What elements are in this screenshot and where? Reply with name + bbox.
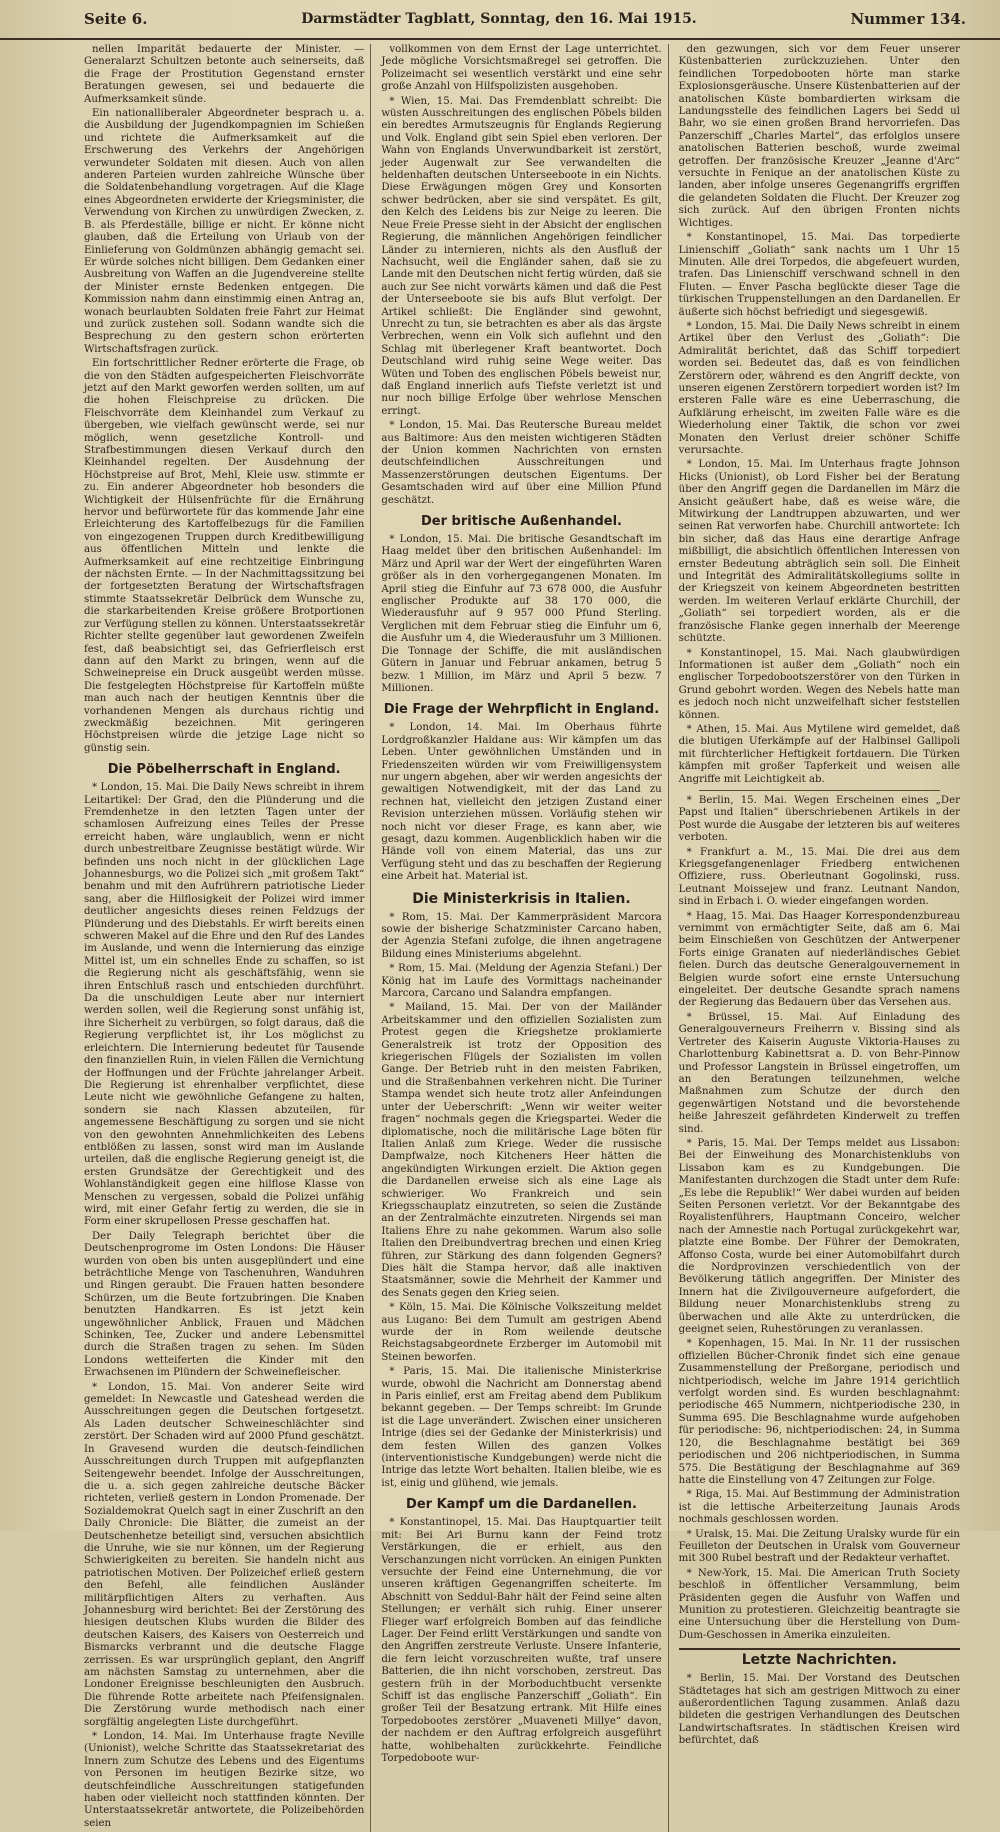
article-paragraph: * London, 14. Mai. Im Oberhaus führte Lordgroßkanzler Haldane aus: Wir kämpfen um das Leben. Unter gewöhnlichen Umständen und in Friedenszeiten würden wir vom Freiwilligensystem nur ungern abgehen, aber wir werden angesichts der gewaltigen Notwendigkeit, mit der das Land zu rechnen hat, vielleicht den jetzigen Zustand einer Revision unterziehen müssen. Vorläufig stehen wir noch nicht vor dieser Frage, es kann aber, wie gesagt, dazu kommen. Augenblicklich haben wir die Hände voll von einem Material, das uns zur Verfügung steht und das zu beschaffen der Regierung eine Arbeit hat. Material ist. (381, 722, 662, 883)
masthead (0, 0, 1000, 40)
article-paragraph: * London, 15. Mai. Von anderer Seite wird gemeldet: In Newcastle und Gateshead werden die Ausschreitungen gegen die Deutschen fortgesetzt. Als Laden deutscher Schweineschlächter sind zerstört. Der Schaden wird auf 2000 Pfund geschätzt. In Gravesend wurden die deutsch-feindlichen Ausschreitungen durch Truppen mit aufgepflanzten Seitengewehr beendet. Infolge der Ausschreitungen, die u. a. sich gegen zahlreiche deutsche Bäcker richteten, verließ gestern in London Promenade. Der Sozialdemokrat Quelch sagt in einer Zuschrift an den Daily Chronicle: Die Blätter, die zumeist an der Deutschenhetze beteiligt sind, versuchen absichtlich die Unruhe, wie sie nur können, um der Regierung Schwierigkeiten zu bereiten. Sie handeln nicht aus patriotischen Motiven. Der Polizeichef erließ gestern den Befehl, alle feindlichen Ausländer militärpflichtigen Alters zu verhaften. Aus Johannesburg wird berichtet: Bei der Zerstörung des hiesigen deutschen Klubs wurden die Bilder des deutschen Kaisers, des Kaisers von Oesterreich und Bismarcks verbrannt und die deutsche Flagge zerrissen. Es war ursprünglich geplant, den Angriff am nächsten Samstag zu unternehmen, aber die Londoner Ereignisse beschleunigten den Ausbruch. Die führende Rotte arbeitete nach Pfeifensignalen. Die Zerstörung wurde methodisch nach einer sorgfältig angelegten Liste durchgeführt. (84, 1381, 365, 1728)
article-paragraph: * Berlin, 15. Mai. Der Vorstand des Deutschen Städtetages hat sich am gestrigen Mittwoch zu einer außerordentlichen Tagung zusammen. Anlaß dazu bildeten die gestrigen Verhandlungen des Deutschen Landwirtschaftsrates. In städtischen Kreisen wird befürchtet, daß (678, 1673, 960, 1747)
article-paragraph: * Rom, 15. Mai. Der Kammerpräsident Marcora sowie der bisherige Schatzminister Carcano haben, der Agenzia Stefani zufolge, die ihnen angetragene Bildung eines Ministeriums abgelehnt. (381, 911, 662, 960)
article-paragraph: * Uralsk, 15. Mai. Die Zeitung Uralsky wurde für ein Feuilleton der Deutschen in Uralsk vom Gouverneur mit 300 Rubel bestraft und der Redakteur verhaftet. (678, 1528, 960, 1565)
issue-number: Nummer 134. (850, 10, 966, 28)
article-paragraph: * London, 14. Mai. Im Unterhause fragte Neville (Unionist), welche Schritte das Staatssekretariat des Innern zum Schutze des Lebens und des Eigentums von Personen im heutigen Bezirke sitze, wo deutschfeindliche Ausschreitungen statigefunden haben oder vielleicht noch stattfinden könnten. Der Unterstaatssekretär antwortete, die Polizeibehörden seien (84, 1731, 365, 1829)
article-paragraph: den gezwungen, sich vor dem Feuer unserer Küstenbatterien zurückzuziehen. Unter den feindlichen Torpedobooten hörte man starke Explosionsgeräusche. Unsere Küstenbatterien auf der anatolischen Küste bombardierten wirksam die Landungsstelle des feindlichen Lagers bei Sedd ul Bahr, wo sie einen großen Brand hervorriefen. Das Panzerschiff „Charles Martel“, das erfolglos unsere anatolischen Batterien beschoß, wurde zweimal getroffen. Der französische Kreuzer „Jeanne d'Arc“ versuchte in Fenique an der anatolischen Küste zu landen, aber infolge unseres Gegenangriffs ergriffen die gelandeten Soldaten die Flucht. Der Kreuzer zog sich zurück. Auf den übrigen Fronten nichts Wichtiges. (678, 44, 960, 229)
article-paragraph: * Riga, 15. Mai. Auf Bestimmung der Administration ist die lettische Arbeiterzeitung Jaunais Arods nochmals geschlossen worden. (678, 1489, 960, 1526)
section-heading: Der Kampf um die Dardanellen. (406, 1497, 637, 1513)
article-paragraph: * Berlin, 15. Mai. Wegen Erscheinen eines „Der Papst und Italien“ überschriebenen Artikels in der Post wurde die Ausgabe der letzteren bis auf weiteres verboten. (678, 794, 960, 844)
section-heading: Der britische Außenhandel. (421, 514, 622, 530)
article-paragraph: * London, 15. Mai. Das Reutersche Bureau meldet aus Baltimore: Aus den meisten wichtigeren Städten der Union kommen Nachrichten von ernsten deutschfeindlichen Ausschreitungen und Massenzerstörungen deutschen Eigentums. Der Gesamtschaden wird auf über eine Million Pfund geschätzt. (381, 420, 662, 506)
article-paragraph: * Brüssel, 15. Mai. Auf Einladung des Generalgouverneurs Freiherrn v. Bissing sind als Vertreter des Kaiserin Auguste Viktoria-Hauses zu Charlottenburg Kabinettsrat a. D. von Behr-Pinnow und Professor Langstein in Brüssel eingetroffen, um an den Beratungen teilzunehmen, welche Maßnahmen zum Schutze der durch den gegenwärtigen Notstand und die bevorstehende heiße Jahreszeit gefährdeten Kinderwelt zu treffen sind. (678, 1011, 960, 1135)
section-heading: Die Pöbelherrschaft in England. (107, 762, 341, 778)
article-paragraph: * Paris, 15. Mai. Die italienische Ministerkrise wurde, obwohl die Nachricht am Donnerstag abend in Paris einlief, erst am Freitag abend dem Publikum bekannt gegeben. — Der Temps schreibt: Im Grunde ist die Lage unverändert. Zwischen einer unsicheren Intrige (dies sei der Gedanke der Ministerkrisis) und dem festen Willen des ganzen Volkes (interventionistische Kundgebungen) werde nicht die Intrige das letzte Wort behalten. Italien bleibe, wie es ist, einig und glühend, wie jemals. (381, 1366, 662, 1489)
article-paragraph: * Konstantinopel, 15. Mai. Das torpedierte Linienschiff „Goliath“ sank nachts um 1 Uhr 15 Minuten. Alle drei Torpedos, die abgefeuert wurden, trafen. Das Linienschiff verschwand schnell in den Fluten. — Enver Pascha beglückte dieser Tage die türkischen Truppenstellungen an den Dardanellen. Er äußerte sich höchst befriedigt und siegesgewiß. (678, 232, 960, 318)
column-1 (84, 44, 371, 1832)
page-number: Seite 6. (84, 10, 148, 28)
article-paragraph: * London, 15. Mai. Die britische Gesandtschaft im Haag meldet über den britischen Außenhandel: Im März und April war der Wert der eingeführten Waren größer als in den vorhergegangenen Monaten. Im April stieg die Einfuhr auf 73 678 000, die Ausfuhr englischer Produkte auf 38 170 000, die Wiederausfuhr auf 9 957 000 Pfund Sterling. Verglichen mit dem Februar stieg die Einfuhr um 6, die Ausfuhr um 4, die Wiederausfuhr um 3 Millionen. Die Tonnage der Schiffe, die mit ausländischen Gütern in Januar und Februar ankamen, betrug 5 bezw. 1 Million, im März und April 5 bezw. 7 Millionen. (381, 534, 662, 694)
article-columns (84, 44, 966, 1829)
newspaper-title: Darmstädter Tagblatt, Sonntag, den 16. Mai 1915. (301, 11, 697, 27)
article-paragraph: * Wien, 15. Mai. Das Fremdenblatt schreibt: Die wüsten Ausschreitungen des englischen Pöbels bilden ein beredtes Armutszeugnis für Englands Regierung und Volk. England gibt sein Spiel eben verloren. Der Wahn von Englands Unverwundbarkeit ist zerstört, jeder Augenwalt zur See verwandelten die heldenhaften deutschen Unterseeboote in ein Nichts. Diese Erwägungen mögen Grey und Konsorten schwer bedrücken, aber sie sind verspätet. Es gilt, den Kelch des Leidens bis zur Neige zu leeren. Die Neue Freie Presse sieht in der Absicht der englischen Regierung, die männlichen Angehörigen feindlicher Länder zu internieren, nichts als den Ausfluß der Nachsucht, weil die Engländer sahen, daß sie zu Lande mit den Deutschen nicht fertig würden, daß sie auch zur See nicht vorwärts kämen und daß die Pest der Unterseeboote sie bis aufs Blut verfolgt. Der Artikel schließt: Die Engländer sind gewohnt, Unrecht zu tun, sie betrachten es aber als das ärgste Verbrechen, wenn ein Volk sich auflehnt und den Schlag mit überlegener Kraft beantwortet. Doch Deutschland wird ruhig seine Wege weiter. Das Wüten und Toben des englischen Pöbels beweist nur, daß England innerlich aufs Tiefste verletzt ist und nur noch billige Erfolge über wehrlose Menschen erringt. (381, 95, 662, 417)
article-paragraph: * Köln, 15. Mai. Die Kölnische Volkszeitung meldet aus Lugano: Bei dem Tumult am gestrigen Abend wurde der in Rom weilende deutsche Reichstagsabgeordnete Erzberger im Automobil mit Steinen beworfen. (381, 1302, 662, 1363)
section-heading: Die Ministerkrisis in Italien. (412, 890, 631, 907)
article-paragraph: * London, 15. Mai. Die Daily News schreibt in einem Artikel über den Verlust des „Goliath“: Die Admiralität berichtet, daß das Schiff torpediert worden sei. Bedeutet das, daß es von feindlichen Zerstörern oder, während es den Angriff deckte, von unseren eigenen Zerstörern torpediert worden ist? Im ersteren Falle wäre es eine Ueberraschung, die Aufklärung erheischt, im zweiten Falle wäre es die Wiederholung einer Taktik, die schon vor zwei Monaten den Verlust dreier schöner Schiffe verursachte. (678, 320, 960, 456)
article-paragraph: * New-York, 15. Mai. Die American Truth Society beschloß in öffentlicher Versammlung, beim Präsidenten gegen die Ausfuhr von Waffen und Munition zu protestieren. Gleichzeitig beantragte sie eine Untersuchung über die Herstellung von Dum-Dum-Geschossen in Amerika einzuleiten. (678, 1567, 960, 1641)
article-paragraph: * London, 15. Mai. Im Unterhaus fragte Johnson Hicks (Unionist), ob Lord Fisher bei der Beratung über den Angriff gegen die Dardanellen im März die Ansicht geäußert habe, daß es weise wäre, die Mitwirkung der Landtruppen abzuwarten, und wer seinen Rat verworfen habe. Churchill antwortete: Ich bin sicher, daß das Haus eine derartige Anfrage mißbilligt, die absichtlich öffentlichen Interessen von ernster Bedeutung abträglich sein soll. Die Einheit und Integrität des Admiralitätskollegiums sollte in der Kriegszeit von keinem Abgeordneten bestritten werden. Im weiteren Verlauf erklärte Churchill, der „Goliath“ sei torpediert worden, als er die französische Flanke gegen innerhalb der Meerenge schützte. (678, 459, 960, 645)
column-2 (381, 44, 668, 1832)
article-paragraph: vollkommen von dem Ernst der Lage unterrichtet. Jede mögliche Vorsichtsmaßregel sei getroffen. Die Polizeimacht sei wesentlich verstärkt und eine sehr große Anzahl von Hilfspolizisten ausgehoben. (381, 44, 662, 93)
article-paragraph: nellen Imparität bedauerte der Minister. — Generalarzt Schultzen betonte auch seinerseits, daß die Frage der Prostitution Gegenstand ernster Beratungen gewesen, sei und bedauerte die Aufmerksamkeit sünde. (84, 44, 365, 105)
article-paragraph: * Frankfurt a. M., 15. Mai. Die drei aus dem Kriegsgefangenenlager Friedberg entwichenen Offiziere, russ. Oberleutnant Gogolinski, russ. Leutnant Moissejew und franz. Leutnant Nandon, sind in Erbach i. O. wieder eingefangen worden. (678, 846, 960, 908)
section-heading: Letzte Nachrichten. (679, 1648, 960, 1668)
article-paragraph: * Paris, 15. Mai. Der Temps meldet aus Lissabon: Bei der Einweihung des Monarchistenklubs von Lissabon kam es zu Kundgebungen. Die Manifestanten durchzogen die Stadt unter dem Rufe: „Es lebe die Republik!“ Wer dabei wurden auf beiden Seiten Personen verletzt. Vor der Bekanntgabe des Royalistenführers, Hauptmann Conceiro, welcher nach der Amnestie nach Portugal zurückgekehrt war, platzte eine Bombe. Der Führer der Demokraten, Affonso Costa, wurde bei einer Automobilfahrt durch die Nordprovinzen verschiedentlich von der Bevölkerung tätlich angegriffen. Der Minister des Innern hat die Zivilgouverneure aufgefordert, die Bildung neuer Monarchistenklubs streng zu überwachen und alle Akte zu unterdrücken, die geeignet seien, Ruhestörungen zu veranlassen. (678, 1137, 960, 1336)
article-paragraph: * Mailand, 15. Mai. Der von der Mailänder Arbeitskammer und den offiziellen Sozialisten zum Protest gegen die Kriegshetze proklamierte Generalstreik ist trotz der Opposition des kriegerischen Flügels der Sozialisten im vollen Gange. Der Betrieb ruht in den meisten Fabriken, und die Straßenbahnen verkehren nicht. Die Turiner Stampa wendet sich heute trotz aller Anfeindungen unter der Ueberschrift: „Wenn wir weiter weiter fragen“ nochmals gegen die Kriegspartei. Weder die diplomatische, noch die militärische Lage böten für Italien Anlaß zum Kriege. Weder die russische Dampfwalze, noch Kitcheners Heer hätten die angekündigten Wirkungen erzielt. Die Aktion gegen die Dardanellen erweise sich als eine Lage als schwieriger. Wo Frankreich und sein Kriegsschauplatz einzutreten, so seien die Zustände an der Zentralmächte einzutreten. Nirgends sei man Italiens Ehre zu nahe gekommen. Warum also solle Italien den Dreibundvertrag brechen und einen Krieg führen, zur Stärkung des dann folgenden Gegners? Dies hält die Stampa hervor, daß alle inaktiven Staatsmänner, sowie die Mehrheit der Kammer und des Senats gegen den Krieg seien. (381, 1002, 662, 1299)
section-heading: Die Frage der Wehrpflicht in England. (383, 702, 660, 718)
article-paragraph: * Rom, 15. Mai. (Meldung der Agenzia Stefani.) Der König hat im Laufe des Vormittags nacheinander Marcora, Carcano und Salandra empfangen. (381, 963, 662, 1000)
article-paragraph: Ein nationalliberaler Abgeordneter besprach u. a. die Ausbildung der Jugendkompagnien im Schießen und richtete die Aufmerksamkeit auf die Erschwerung des Verkehrs der Angehörigen verwundeter Soldaten mit diesen. Auch von allen anderen Parteien wurden zahlreiche Wünsche über die Soldatenbehandlung vorgetragen. Auf die Klage eines Abgeordneten erwiderte der Kriegsminister, die Verwendung von Kirchen zu unwürdigen Zwecken, z. B. als Pferdeställe, billige er nicht. Er könne nicht glauben, daß die Erteilung von Urlaub von der Einlieferung von Goldmünzen abhängig gemacht sei. Er würde solches nicht billigen. Dem Gedanken einer Ausbreitung von Waffen an die Jugendvereine stellte der Minister ernste Bedenken entgegen. Die Kommission nahm dann einstimmig einen Antrag an, wonach beurlaubten Soldaten freie Fahrt zur Heimat und zurück zustehen soll. Sodann wandte sich die Besprechung zu den gestern schon erörterten Wirtschaftsfragen zurück. (84, 108, 365, 355)
article-paragraph: Der Daily Telegraph berichtet über die Deutschenprogrome im Osten Londons: Die Häuser wurden von oben bis unten ausgeplündert und eine beträchtliche Menge von Taschenuhren, Wanduhren und Ringen geraubt. Die Frauen hatten besondere Schürzen, um die Beute fortzubringen. Die Knaben benutzten Handkarren. Es ist jetzt kein ungewöhnlicher Anblick, Frauen und Mädchen Schinken, Tee, Zucker und andere Lebensmittel durch die Straßen tragen zu sehen. Im Süden Londons wetteiferten die Kinder mit den Erwachsenen im Plündern der Schweinefleischer. (84, 1230, 365, 1379)
column-3 (679, 44, 966, 1832)
article-paragraph: * Haag, 15. Mai. Das Haager Korrespondenzbureau vernimmt von ermächtigter Seite, daß am 6. Mai beim Einschießen von Geschützen der Antwerpener Forts einige Granaten auf niederländisches Gebiet fielen. Durch das deutsche Generalgouvernement in Belgien wurde sofort eine ernste Untersuchung eingeleitet. Der deutsche Gesandte sprach namens der Regierung das Bedauern über das Versehen aus. (678, 910, 960, 1009)
article-paragraph: Ein fortschrittlicher Redner erörterte die Frage, ob die von den Städten aufgespeicherten Fleischvorräte jetzt auf den Markt geworfen werden sollten, um auf die hohen Fleischpreise zu drücken. Die Fleischvorräte dem Kleinhandel zum Verkauf zu übergeben, wie vielfach gewünscht werde, sei nur möglich, wenn gesetzliche Kontroll- und Strafbestimmungen diesen Verkauf durch den Kleinhandel regelten. Der Ausdehnung der Höchstpreise auf Brot, Mehl, Kleie usw. stimmte er zu. Ein anderer Abgeordneter hob besonders die Wichtigkeit der Hülsenfrüchte für die Ernährung hervor und befürwortete für das kommende Jahr eine Erleichterung des Kartoffelbezugs für die Familien von eingezogenen Truppen durch Kreditbewilligung aus öffentlichen Mitteln und lenkte die Aufmerksamkeit auf eine rechtzeitige Einbringung der nächsten Ernte. — In der Nachmittagssitzung bei der fortgesetzten Beratung der Wirtschaftsfragen stimmte Staatssekretär Delbrück dem Wunsche zu, die starkarbeitenden Kreise größere Brotportionen zur Verfügung stellen zu können. Unterstaatssekretär Richter stellte gegenüber laut gewordenen Zweifeln fest, daß beabsichtigt sei, das Gefrierfleisch erst dann auf den Markt zu bringen, wenn auf die Schweinepreise ein Druck ausgeübt werden müsse. Die festgelegten Höchstpreise für Kartoffeln müßte man auch nach der heutigen Kenntnis über die vorhandenen Mengen als durchaus richtig und zweckmäßig bezeichnen. Mit geringeren Höchstpreisen würde die jetzige Lage nicht so günstig sein. (84, 358, 365, 754)
section-divider (699, 790, 940, 791)
article-paragraph: * Konstantinopel, 15. Mai. Das Hauptquartier teilt mit: Bei Ari Burnu kann der Feind trotz Verstärkungen, die er erhielt, aus den Verschanzungen nicht vorrücken. An einigen Punkten versuchte der Feind eine Unternehmung, die vor unseren kräftigen Gegenangriffen scheiterte. Im Abschnitt von Seddul-Bahr hält der Feind seine alten Stellungen; er verhält sich ruhig. Einer unserer Flieger warf erfolgreich Bomben auf das feindliche Lager. Der Feind erlitt Verstärkungen und sandte von den Angriffen zerstreute Verluste. Unsere Infanterie, die fern leicht vorzuschreiten wußte, traf unsere Batterien, die ihn nicht vorschoben, zerstreut. Das gestern früh in der Morboduchtbucht versenkte Schiff ist das englische Panzerschiff „Goliath“. Ein großer Teil der Besatzung ertrank. Mit Hilfe eines Torpedobootes zerstörer „Muaveneti Millye“ davon, der nachdem er den Auftrag erfolgreich ausgeführt hatte, wohlbehalten zurückkehrte. Feindliche Torpedoboote wur- (381, 1517, 662, 1764)
article-paragraph: * Athen, 15. Mai. Aus Mytilene wird gemeldet, daß die blutigen Uferkämpfe auf der Halbinsel Gallipoli mit fürchterlicher Heftigkeit fortdauern. Die Türken kämpfen mit großer Tapferkeit und weisen alle Angriffe mit Leichtigkeit ab. (678, 723, 960, 785)
article-paragraph: * Kopenhagen, 15. Mai. In Nr. 11 der russischen offiziellen Bücher-Chronik findet sich eine genaue Zusammenstellung der Preßorgane, periodisch und nichtperiodisch, welche im Jahre 1914 gerichtlich verfolgt worden sind. Es wurden beschlagnahmt: periodische 465 Nummern, nichtperiodische 230, in Summa 695. Die Beschlagnahme wurde aufgehoben für periodische: 96, nichtperiodischen: 24, in Summa 120, die Beschlagnahme bestätigt bei 369 periodischen und 206 nichtperiodischen, in Summa 575. Die Bestätigung der Beschlagnahme auf 369 hatte die Einstellung von 47 Zeitungen zur Folge. (678, 1338, 960, 1486)
article-paragraph: * London, 15. Mai. Die Daily News schreibt in ihrem Leitartikel: Der Grad, den die Plünderung und die Fremdenhetze in den letzten Tagen unter der schamlosen Aufreizung eines Teiles der Presse erreicht haben, wäre unglaublich, wenn er nicht durch unbestreitbare Zeugnisse bestätigt würde. Wir befinden uns noch nicht in der glücklichen Lage Johannesburgs, wo die Polizei sich „mit großem Takt“ benahm und mit den Aufrührern patriotische Lieder sang, aber die Hilflosigkeit der Polizei wird immer deutlicher angesichts dieses reinen Feldzugs der Plünderung und des Diebstahls. Er wirft bereits einen schweren Makel auf die Ehre und den Ruf des Landes im Auslande, und wenn die Internierung das einzige Mittel ist, um ein schnelles Ende zu schaffen, so ist die Regierung nicht als geschäftsfähig, wenn sie ihren Entschluß rasch und entschieden durchführt. Da die unschuldigen Leute aber nur interniert werden sollen, weil die Regierung sonst unfähig ist, ihre Sicherheit zu verbürgen, so folgt daraus, daß die Regierung verpflichtet ist, ihr Los möglichst zu erleichtern. Die Internierung bedeutet für Tausende den finanziellen Ruin, in vielen Fällen die Vernichtung der Hoffnungen und der Früchte jahrelanger Arbeit. Die Regierung ist ehrenhalber verpflichtet, diese Leute nicht wie gewöhnliche Gefangene zu halten, sondern sie nach Klassen abzuteilen, für angemessene Beschäftigung zu sorgen und sie nicht von den gewohnten Annehmlichkeiten des Lebens entblößen zu lassen, sonst wird man im Auslande urteilen, daß die englische Regierung geneigt ist, die ersten Grundsätze der Gerechtigkeit und des Wohlanständigkeit gegen eine hilflose Klasse von Menschen zu vergessen, sobald die Polizei unfähig wird, mit einer Gefahr fertig zu werden, die sie in Form einer skrupellosen Presse geschaffen hat. (84, 782, 365, 1228)
article-paragraph: * Konstantinopel, 15. Mai. Nach glaubwürdigen Informationen ist außer dem „Goliath“ noch ein englischer Torpedobootszerstörer von den Türken in Grund gebohrt worden. Wegen des Nebels hatte man es jedoch noch nicht unzweifelhaft sicher feststellen können. (678, 647, 960, 721)
